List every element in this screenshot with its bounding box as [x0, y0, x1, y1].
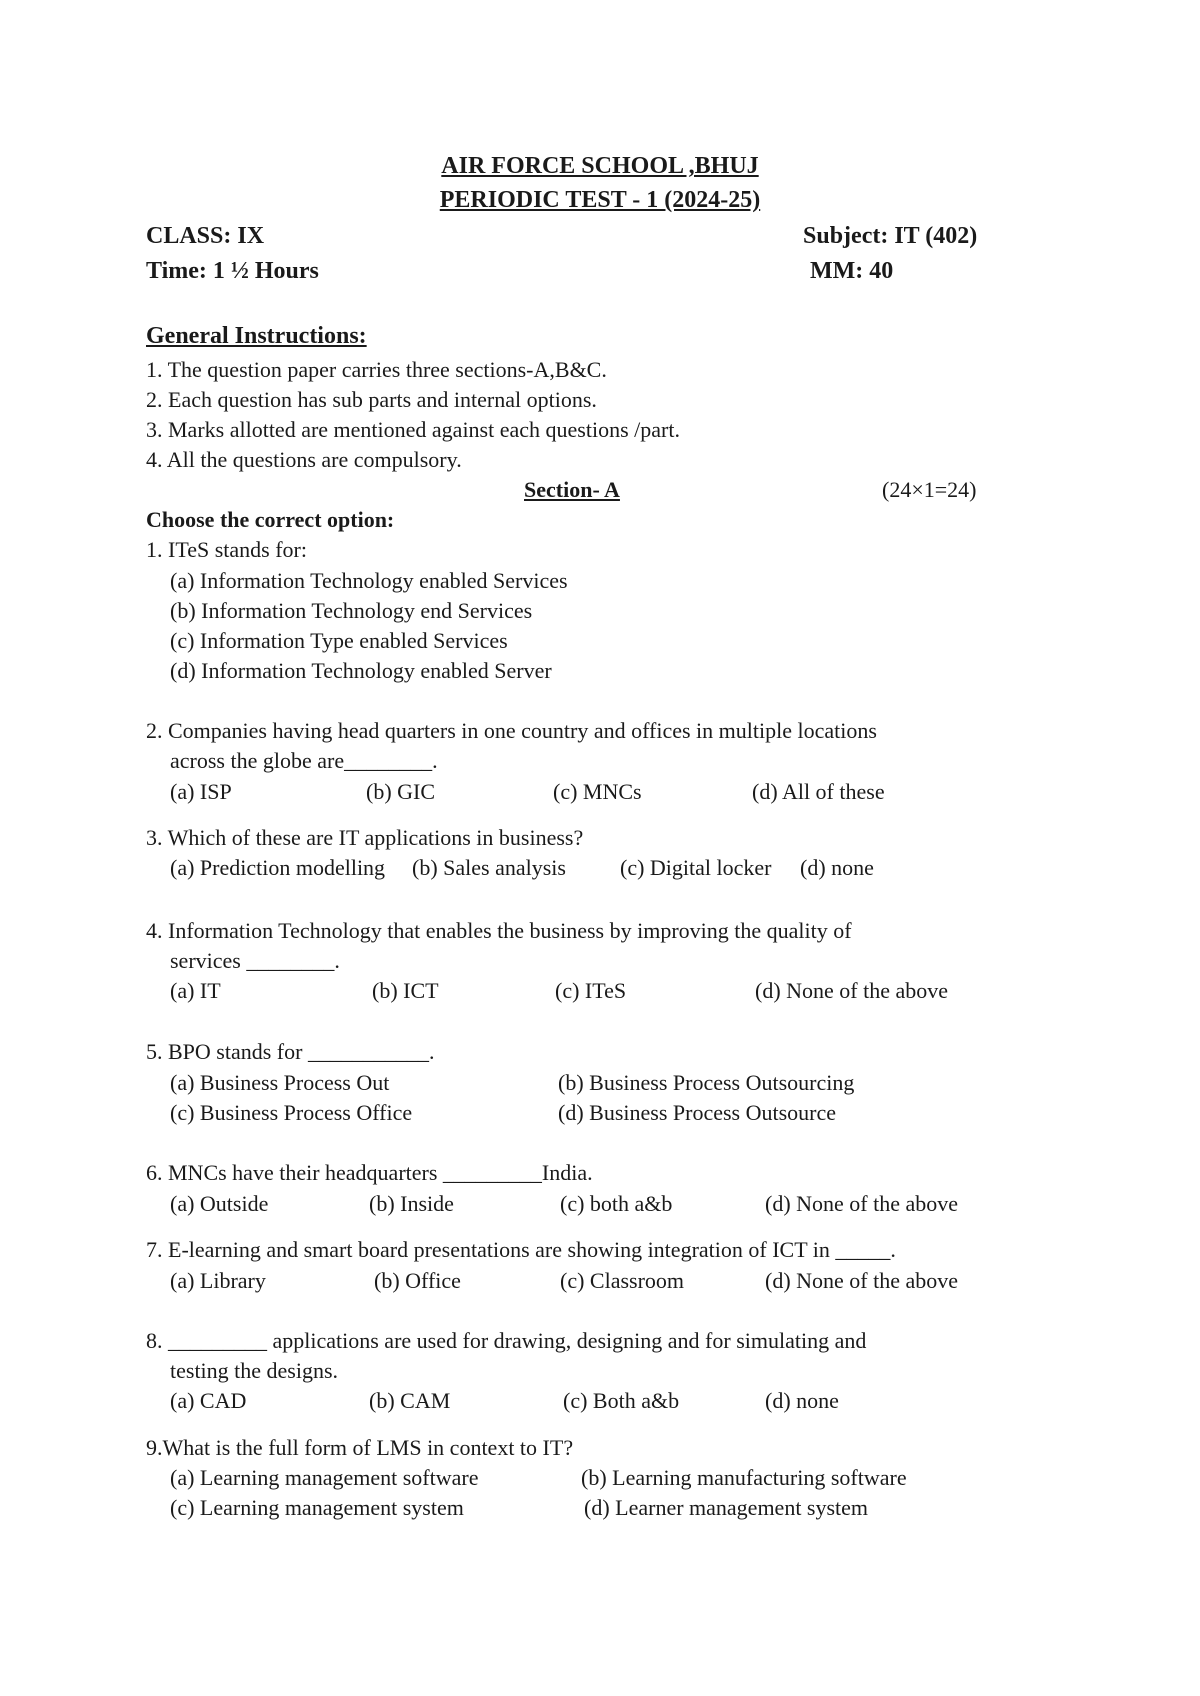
- option-a: (a) Library: [170, 1268, 266, 1293]
- option-d: (d) All of these: [752, 779, 885, 804]
- option-c: (c) Classroom: [560, 1268, 685, 1293]
- question-stem: 1. ITeS stands for:: [146, 537, 307, 562]
- instruction-item: 4. All the questions are compulsory.: [146, 447, 462, 472]
- instructions-title: General Instructions:: [146, 323, 367, 349]
- school-name: AIR FORCE SCHOOL ,BHUJ: [441, 153, 759, 179]
- option-a: (a) IT: [170, 978, 221, 1003]
- section-title: Section- A: [524, 477, 620, 502]
- question-stem: 2. Companies having head quarters in one country and offices in multiple locations: [146, 718, 877, 743]
- option-d: (d) Learner management system: [584, 1495, 869, 1520]
- option-b: (b) ICT: [372, 978, 439, 1003]
- question-stem: 9.What is the full form of LMS in context to IT?: [146, 1435, 574, 1460]
- option-c: (c) ITeS: [555, 978, 627, 1003]
- option-c: (c) both a&b: [560, 1191, 673, 1216]
- option-c: (c) Both a&b: [563, 1388, 680, 1413]
- option-c: (c) Business Process Office: [170, 1100, 413, 1125]
- max-marks-label: MM: 40: [810, 258, 894, 284]
- option-b: (b) CAM: [369, 1388, 451, 1413]
- option-b: (b) Inside: [369, 1191, 454, 1216]
- option-c: (c) Information Type enabled Services: [170, 628, 508, 653]
- question-stem: 6. MNCs have their headquarters _________India.: [146, 1160, 593, 1185]
- option-a: (a) Information Technology enabled Services: [170, 568, 568, 593]
- option-d: (d) Information Technology enabled Server: [170, 658, 552, 683]
- option-d: (d) None of the above: [755, 978, 949, 1003]
- option-c: (c) Digital locker: [620, 855, 772, 880]
- option-a: (a) Outside: [170, 1191, 269, 1216]
- option-d: (d) none: [765, 1388, 839, 1413]
- option-a: (a) Learning management software: [170, 1465, 479, 1490]
- subject-label: Subject: IT (402): [803, 223, 978, 249]
- instruction-item: 3. Marks allotted are mentioned against each questions /part.: [146, 417, 680, 442]
- option-b: (b) Sales analysis: [412, 855, 566, 880]
- question-stem: 4. Information Technology that enables the business by improving the quality of: [146, 918, 852, 943]
- option-d: (d) None of the above: [765, 1268, 959, 1293]
- option-b: (b) GIC: [366, 779, 436, 804]
- question-stem: 8. _________ applications are used for drawing, designing and for simulating and: [146, 1328, 867, 1353]
- option-d: (d) Business Process Outsource: [558, 1100, 837, 1125]
- option-b: (b) Learning manufacturing software: [581, 1465, 907, 1490]
- option-d: (d) None of the above: [765, 1191, 959, 1216]
- option-b: (b) Information Technology end Services: [170, 598, 533, 623]
- option-a: (a) CAD: [170, 1388, 247, 1413]
- option-d: (d) none: [800, 855, 874, 880]
- question-stem: 3. Which of these are IT applications in business?: [146, 825, 584, 850]
- option-b: (b) Office: [374, 1268, 461, 1293]
- question-stem-continued: testing the designs.: [170, 1358, 339, 1383]
- option-a: (a) Business Process Out: [170, 1070, 390, 1095]
- question-stem: 5. BPO stands for ___________.: [146, 1039, 435, 1064]
- instruction-item: 1. The question paper carries three sections-A,B&C.: [146, 357, 607, 382]
- instruction-item: 2. Each question has sub parts and internal options.: [146, 387, 597, 412]
- question-stem-continued: across the globe are________.: [170, 748, 438, 773]
- test-title: PERIODIC TEST - 1 (2024-25): [439, 187, 761, 213]
- time-label: Time: 1 ½ Hours: [146, 258, 319, 284]
- option-c: (c) MNCs: [553, 779, 642, 804]
- class-label: CLASS: IX: [146, 223, 265, 249]
- question-stem: 7. E-learning and smart board presentations are showing integration of ICT in _____.: [146, 1237, 896, 1262]
- option-c: (c) Learning management system: [170, 1495, 464, 1520]
- section-marks: (24×1=24): [882, 477, 977, 502]
- section-prompt: Choose the correct option:: [146, 507, 395, 532]
- option-b: (b) Business Process Outsourcing: [558, 1070, 855, 1095]
- option-a: (a) Prediction modelling: [170, 855, 386, 880]
- option-a: (a) ISP: [170, 779, 232, 804]
- question-stem-continued: services ________.: [170, 948, 340, 973]
